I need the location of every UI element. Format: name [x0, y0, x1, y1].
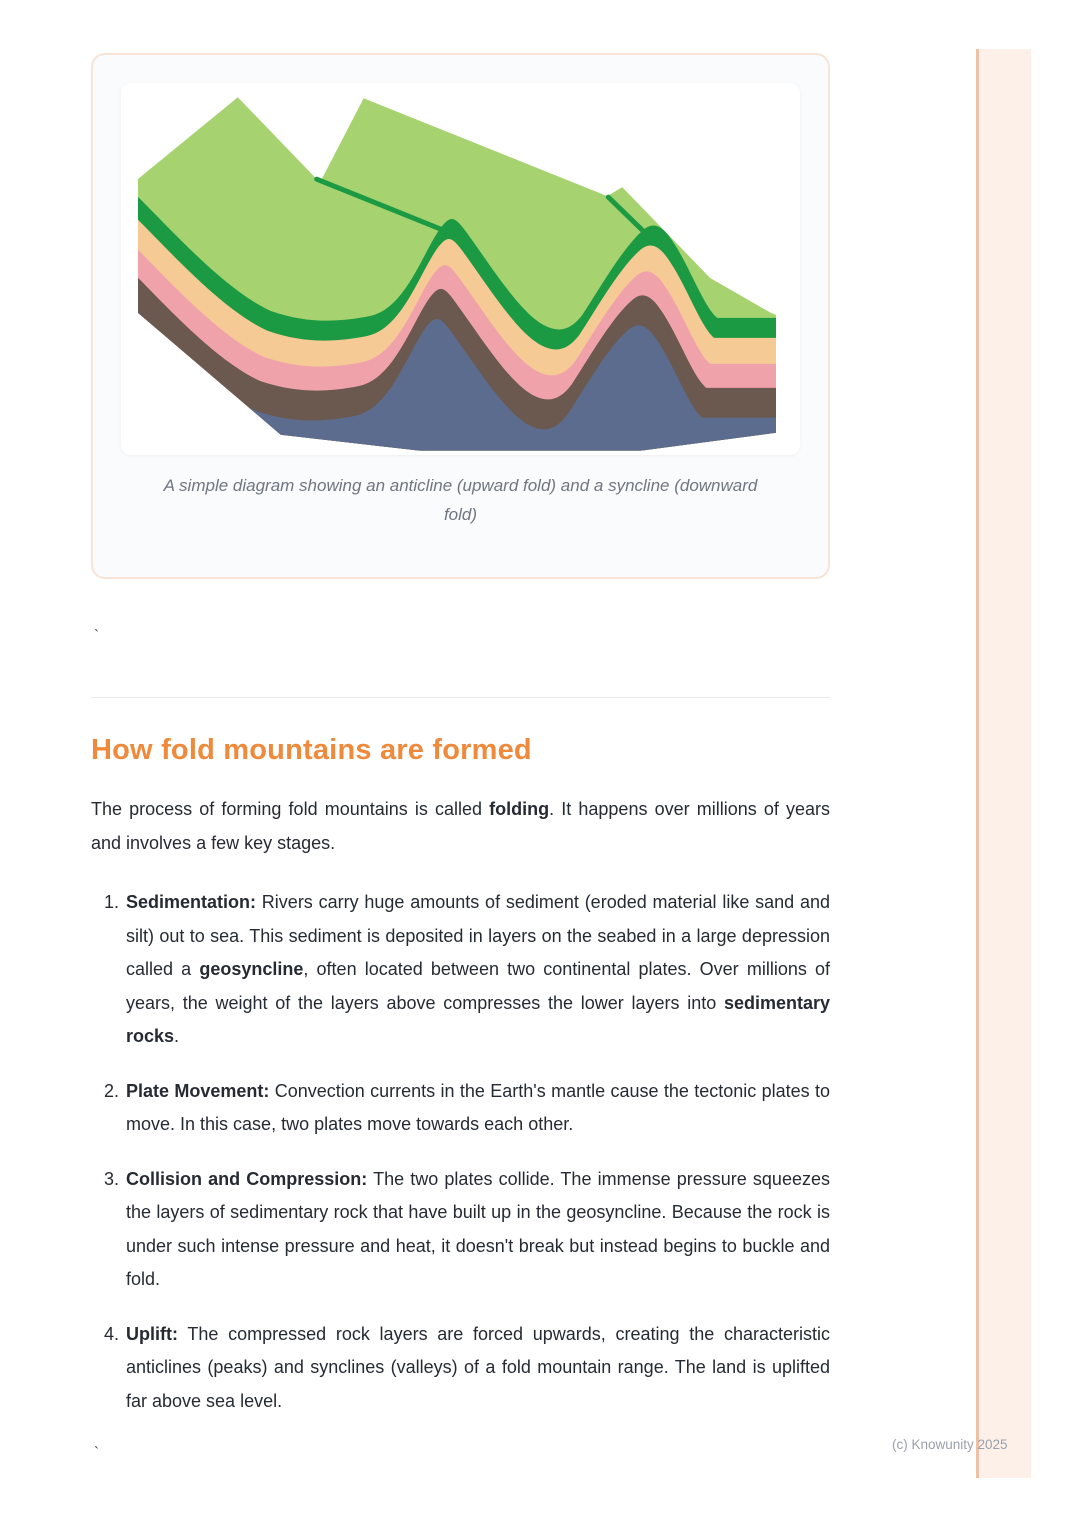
main-content — [91, 0, 830, 1464]
diagram-panel — [121, 83, 800, 455]
list-item-plate-movement: 2. Plate Movement: Convection currents in the Earth's mantle cause the tectonic plates to move. In this case, two plates move towards each other. — [124, 1075, 830, 1142]
section-heading: How fold mountains are formed — [91, 734, 532, 766]
stages-list — [91, 886, 830, 1418]
list-item-collision-compression: 3. Collision and Compression: The two plates collide. The immense pressure squeezes the layers of sedimentary rock that have built up in the geosyncline. Because the rock is under such intense pressure and heat, it doesn't break but instead begins to buckle and fold. — [124, 1163, 830, 1297]
list-item-uplift: 4. Uplift: The compressed rock layers are forced upwards, creating the characteristic anticlines (peaks) and synclines (valleys) of a fold mountain range. The land is uplifted far above sea level. — [124, 1318, 830, 1419]
figure-caption: A simple diagram showing an anticline (upward fold) and a syncline (downward fold) — [163, 476, 758, 524]
intro-paragraph: The process of forming fold mountains is called folding. It happens over millions of years and involves a few key stages. — [91, 799, 830, 853]
figure-card — [91, 53, 830, 579]
stray-backtick-bottom: ` — [94, 1444, 99, 1461]
section-divider — [91, 697, 830, 698]
fold-mountains-diagram — [121, 83, 800, 455]
list-item-sedimentation: 1. Sedimentation: Rivers carry huge amounts of sediment (eroded material like sand and silt) out to sea. This sediment is deposited in layers on the seabed in a large depression called a geosyncline, often located between two continental plates. Over millions of years, the weight of the layers above compresses the lower layers into sedimentary rocks. — [124, 886, 830, 1054]
right-edge-stripe — [976, 49, 1031, 1478]
stray-backtick-top: ` — [94, 627, 99, 644]
copyright-note: (c) Knowunity 2025 — [892, 1437, 1008, 1452]
